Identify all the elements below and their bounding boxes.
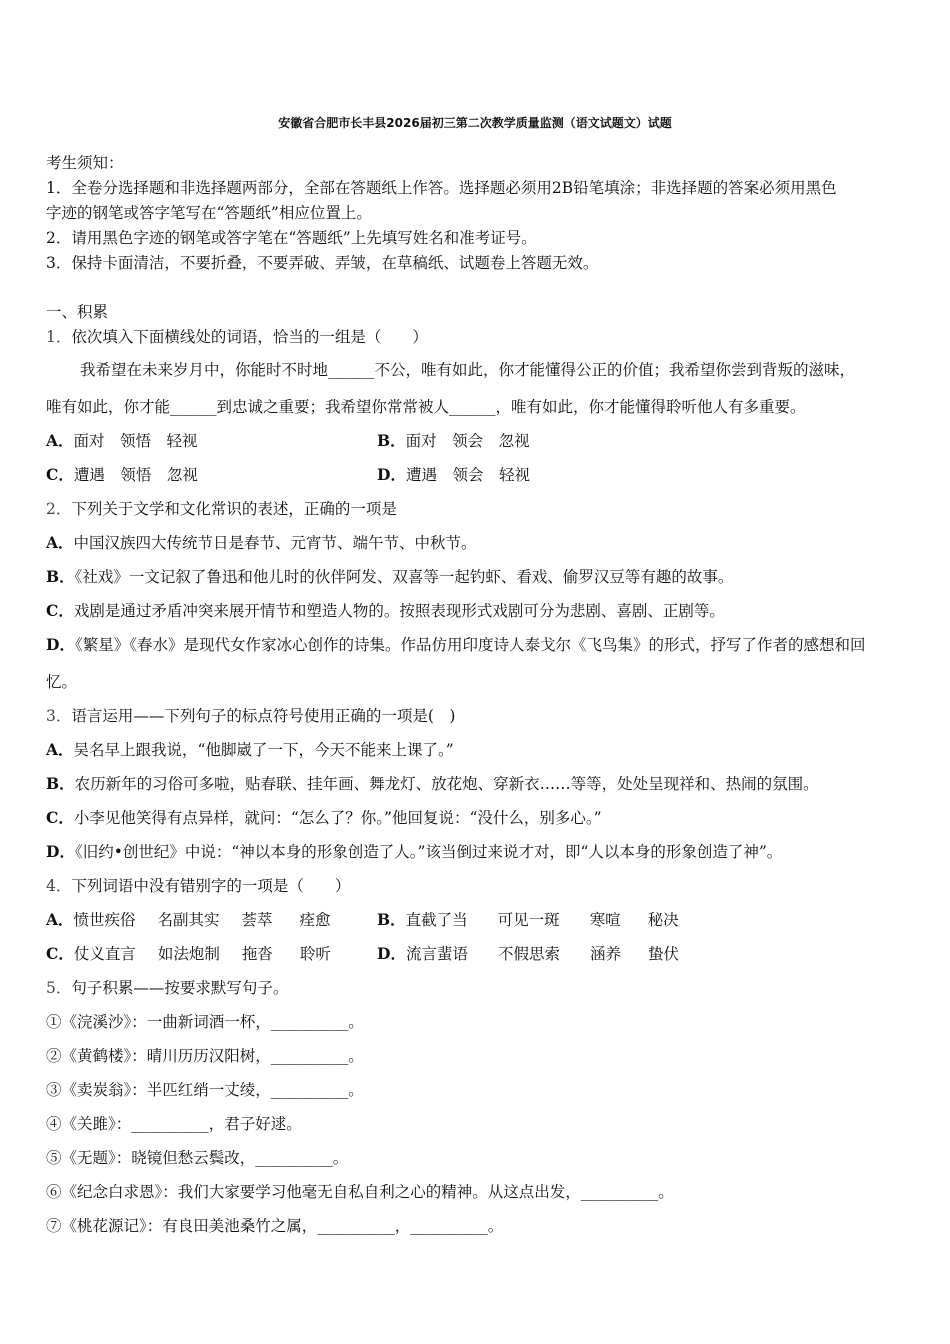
option-label: B．: [377, 431, 406, 450]
option-label: C．: [46, 944, 74, 963]
option-text: 遭遇 领悟 忽视: [73, 466, 198, 484]
q5-number: 5．: [46, 979, 72, 997]
q2-stem: [46, 499, 397, 519]
option-word: 聆听: [299, 945, 331, 963]
q4-option-c: [46, 944, 350, 964]
option-label: D．: [46, 635, 75, 654]
option-text: 中国汉族四大传统节日是春节、元宵节、端午节、中秋节。: [73, 534, 477, 552]
q4-stem-text: 下列词语中没有错别字的一项是（ ）: [71, 877, 351, 895]
option-word: 荟萃: [241, 911, 273, 929]
q2-option-a: [46, 533, 477, 553]
option-word: 寒喧: [589, 911, 621, 929]
q1-option-d: [377, 465, 530, 485]
q3-option-a: [46, 740, 454, 760]
option-label: D．: [377, 944, 406, 963]
option-label: C．: [46, 601, 74, 620]
option-word: 蛰伏: [647, 945, 679, 963]
option-word: 如法炮制: [157, 945, 220, 963]
q1-option-a: [46, 431, 198, 451]
q2-option-d-continued: 忆。: [46, 673, 78, 691]
q2-stem-text: 下列关于文学和文化常识的表述，正确的一项是: [71, 500, 397, 518]
option-label: D．: [46, 842, 75, 861]
notice-line-1: 1．全卷分选择题和非选择题两部分，全部在答题纸上作答。选择题必须用2B铅笔填涂；非选择题的答案必须用黑色: [46, 179, 837, 197]
q4-option-d: [377, 944, 698, 964]
option-label: A．: [46, 740, 74, 759]
q5-item-5: ⑤《无题》：晓镜但愁云鬓改，__________。: [46, 1149, 349, 1167]
q5-item-3: ③《卖炭翁》：半匹红绡一丈绫，__________。: [46, 1081, 364, 1099]
q5-item-1: ①《浣溪沙》：一曲新词酒一杯，__________。: [46, 1013, 364, 1031]
q5-item-6: ⑥《纪念白求恩》：我们大家要学习他毫无自私自利之心的精神。从这点出发，__________。: [46, 1183, 674, 1201]
q3-option-b: [46, 774, 819, 794]
q1-passage-line-2: 唯有如此，你才能______到忠诚之重要；我希望你常常被人______，唯有如此，你才能懂得聆听他人有多重要。: [46, 398, 806, 416]
option-text: 吴名早上跟我说，“他脚崴了一下，今天不能来上课了。”: [73, 741, 454, 759]
option-label: D．: [377, 465, 406, 484]
q3-option-d: [46, 842, 782, 862]
notice-line-4: 3．保持卡面清洁，不要折叠，不要弄破、弄皱，在草稿纸、试题卷上答题无效。: [46, 254, 599, 272]
q1-stem: [46, 327, 428, 347]
q1-stem-text: 依次填入下面横线处的词语，恰当的一组是（ ）: [71, 328, 428, 346]
q1-passage-line-1: 我希望在未来岁月中，你能时不时地______不公，唯有如此，你才能懂得公正的价值；我希望你尝到背叛的滋味，: [80, 361, 856, 379]
notice-line-2: 字迹的钢笔或答字笔写在“答题纸”相应位置上。: [46, 204, 372, 222]
q2-option-d: [46, 635, 865, 655]
option-word: 直截了当: [405, 911, 468, 929]
option-word: 不假思索: [497, 945, 560, 963]
q4-option-b: [377, 910, 698, 930]
option-word: 愤世疾俗: [73, 911, 136, 929]
option-word: 可见一斑: [497, 911, 560, 929]
q5-stem-text: 句子积累——按要求默写句子。: [71, 979, 289, 997]
q3-number: 3．: [46, 707, 72, 725]
option-text: 戏剧是通过矛盾冲突来展开情节和塑造人物的。按照表现形式戏剧可分为悲剧、喜剧、正剧等。: [73, 602, 725, 620]
q3-stem-text: 语言运用——下列句子的标点符号使用正确的一项是( ): [71, 707, 456, 725]
option-text: 《旧约•创世纪》中说：“神以本身的形象创造了人。”该当倒过来说才对，即“人以本身的形象创造了神”。: [74, 843, 783, 861]
option-word: 名副其实: [157, 911, 220, 929]
q3-option-c: [46, 808, 602, 828]
option-text: 面对 领会 忽视: [405, 432, 530, 450]
option-label: C．: [46, 465, 74, 484]
option-word: 涵养: [589, 945, 621, 963]
q4-option-a: [46, 910, 350, 930]
q2-number: 2．: [46, 500, 72, 518]
option-label: B．: [46, 567, 75, 586]
q5-item-2: ②《黄鹤楼》：晴川历历汉阳树，__________。: [46, 1047, 364, 1065]
q5-item-4: ④《关雎》：__________，君子好逑。: [46, 1115, 302, 1133]
option-label: B．: [46, 774, 75, 793]
q1-option-c: [46, 465, 198, 485]
option-text: 《社戏》一文记叙了鲁迅和他儿时的伙伴阿发、双喜等一起钓虾、看戏、偷罗汉豆等有趣的故事。: [74, 568, 734, 586]
option-text: 面对 领悟 轻视: [73, 432, 198, 450]
option-label: A．: [46, 431, 74, 450]
option-label: A．: [46, 533, 74, 552]
notice-heading: 考生须知：: [46, 154, 124, 172]
option-text: 《繁星》《春水》是现代女作家冰心创作的诗集。作品仿用印度诗人泰戈尔《飞鸟集》的形式，抒写了作者的感想和回: [74, 636, 866, 654]
option-word: 痊愈: [299, 911, 331, 929]
option-label: C．: [46, 808, 74, 827]
option-label: B．: [377, 910, 406, 929]
q2-option-b: [46, 567, 733, 587]
q4-stem: [46, 876, 350, 896]
q5-item-7: ⑦《桃花源记》：有良田美池桑竹之属，__________，__________。: [46, 1217, 504, 1235]
q1-option-b: [377, 431, 530, 451]
exam-title: 安徽省合肥市长丰县2026届初三第二次教学质量监测（语文试题文）试题: [278, 116, 672, 130]
q3-stem: [46, 706, 455, 726]
option-label: A．: [46, 910, 74, 929]
q2-option-c: [46, 601, 725, 621]
q4-number: 4．: [46, 877, 72, 895]
option-word: 拖沓: [241, 945, 273, 963]
option-word: 仗义直言: [73, 945, 136, 963]
q5-stem: [46, 978, 288, 998]
option-text: 小李见他笑得有点异样，就问：“怎么了？你。”他回复说：“没什么，别多心。”: [73, 809, 602, 827]
notice-line-3: 2．请用黑色字迹的钢笔或答字笔在“答题纸”上先填写姓名和准考证号。: [46, 229, 537, 247]
q1-number: 1．: [46, 328, 72, 346]
option-word: 秘决: [647, 911, 679, 929]
section-heading: 一、积累: [46, 303, 109, 321]
option-text: 农历新年的习俗可多啦，贴春联、挂年画、舞龙灯、放花炮、穿新衣……等等，处处呈现祥和、热闹的氛围。: [74, 775, 819, 793]
option-text: 遭遇 领会 轻视: [405, 466, 530, 484]
option-word: 流言蜚语: [405, 945, 468, 963]
